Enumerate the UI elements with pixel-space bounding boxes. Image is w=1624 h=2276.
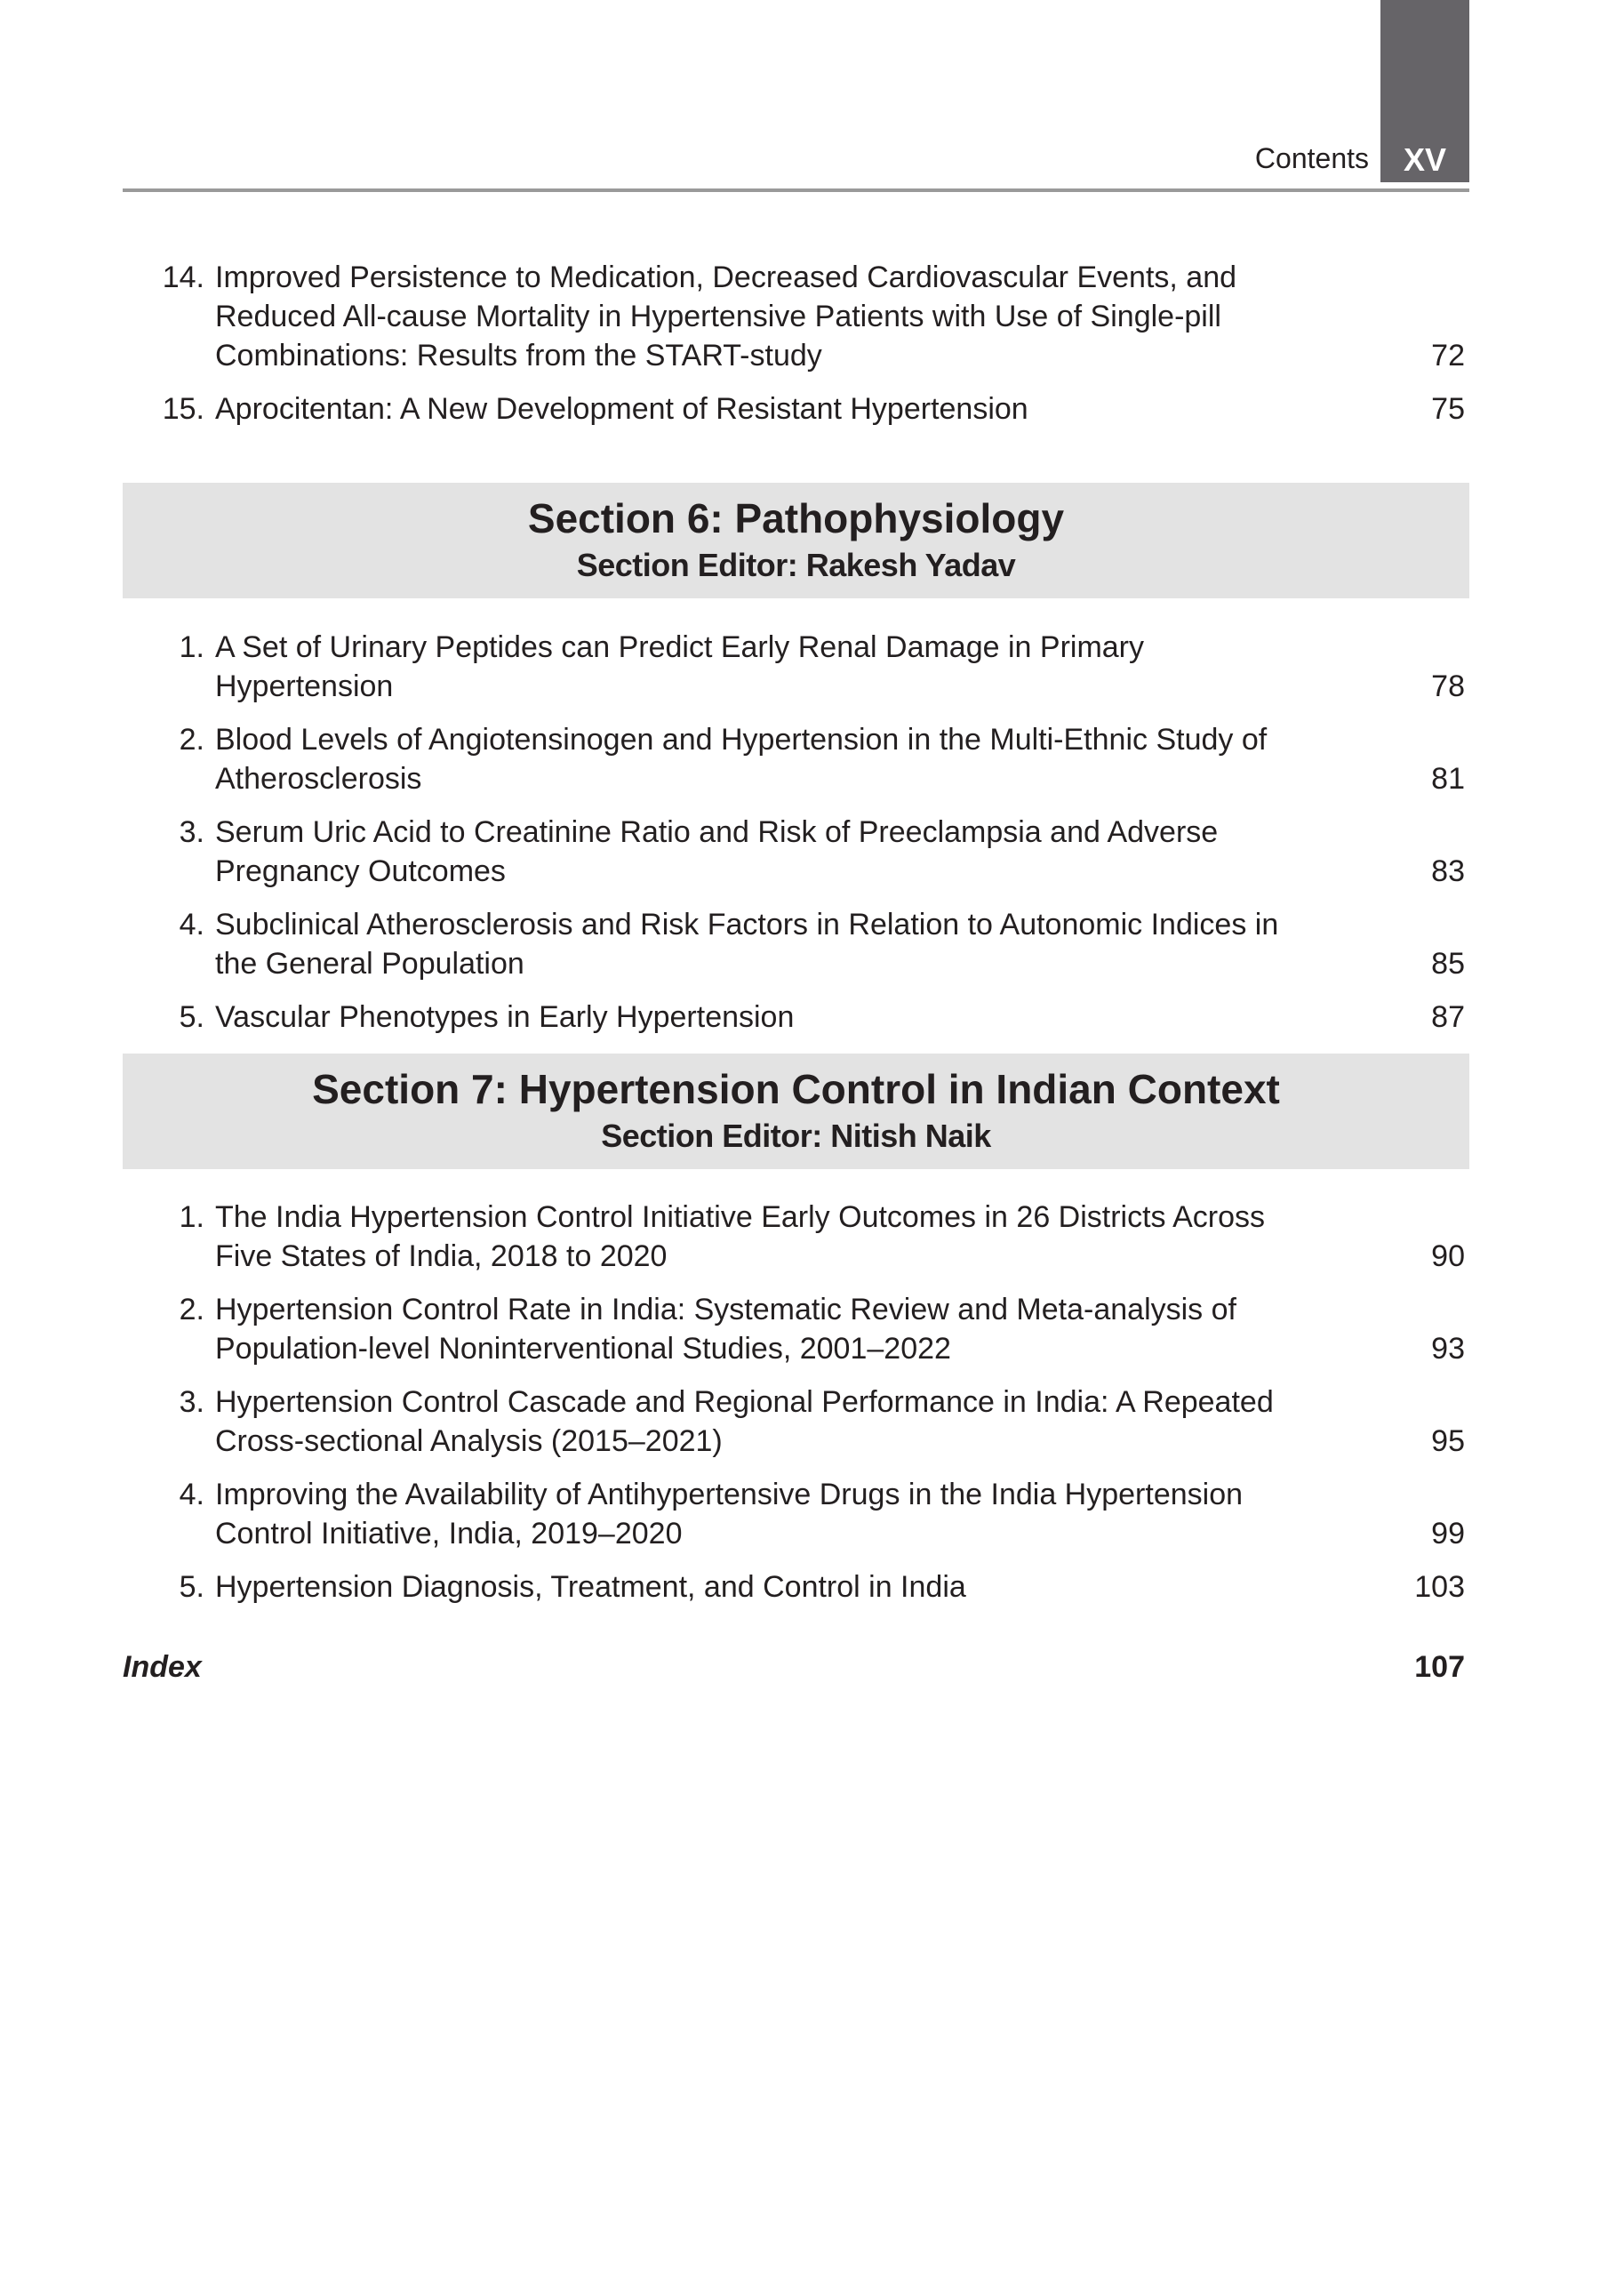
section-7-header	[123, 1054, 1469, 1169]
page-number: XV	[1403, 141, 1447, 178]
section-7-list	[123, 1198, 1469, 1621]
toc-entry[interactable]	[123, 1382, 1469, 1461]
entry-title: Hypertension Control Cascade and Regional Performance in India: A Repeated Cross-sectional Analysis (2015–2021)	[215, 1385, 1274, 1458]
entry-number: 2.	[179, 723, 204, 757]
toc-entry[interactable]	[123, 720, 1469, 798]
toc-entry[interactable]	[123, 905, 1469, 983]
entry-page: 72	[1431, 339, 1465, 373]
section-6-list	[123, 628, 1469, 1051]
entry-number: 5.	[179, 1000, 204, 1034]
index-label: Index	[123, 1650, 202, 1684]
entry-title: Improving the Availability of Antihypertensive Drugs in the India Hypertension Control Initiative, India, 2019–2020	[215, 1478, 1244, 1551]
toc-entry[interactable]	[123, 1567, 1469, 1607]
index-entry[interactable]	[123, 1647, 1469, 1687]
entry-number: 14.	[162, 260, 204, 294]
entry-title: Improved Persistence to Medication, Decreased Cardiovascular Events, and Reduced All-cause Mortality in Hypertensive Patients with Use of Single-pill Combinations: Results from the START-study	[215, 260, 1237, 373]
entry-page: 99	[1431, 1517, 1465, 1551]
entry-number: 3.	[179, 1385, 204, 1419]
header-rule	[123, 188, 1469, 192]
entry-number: 15.	[162, 392, 204, 426]
index-page: 107	[1414, 1650, 1465, 1684]
toc-entry[interactable]	[123, 258, 1469, 375]
entry-page: 87	[1431, 1000, 1465, 1034]
entry-number: 1.	[179, 630, 204, 664]
entry-number: 1.	[179, 1200, 204, 1234]
toc-entry[interactable]	[123, 998, 1469, 1037]
entry-page: 95	[1431, 1424, 1465, 1458]
entry-number: 4.	[179, 908, 204, 942]
section-title: Section 7: Hypertension Control in Indian Context	[312, 1066, 1280, 1112]
section-editor: Section Editor: Nitish Naik	[601, 1118, 991, 1154]
running-head: Contents	[1254, 142, 1369, 174]
entry-page: 75	[1431, 392, 1465, 426]
entry-page: 93	[1431, 1332, 1465, 1366]
entry-page: 83	[1431, 854, 1465, 888]
entry-page: 90	[1431, 1239, 1465, 1273]
entry-title: Blood Levels of Angiotensinogen and Hypertension in the Multi-Ethnic Study of Atherosclerosis	[215, 723, 1268, 796]
section-title: Section 6: Pathophysiology	[527, 495, 1065, 541]
entry-number: 5.	[179, 1570, 204, 1604]
toc-entry[interactable]	[123, 628, 1469, 706]
entry-number: 4.	[179, 1478, 204, 1511]
entry-title: Serum Uric Acid to Creatinine Ratio and Risk of Preeclampsia and Adverse Pregnancy Outcomes	[215, 815, 1219, 888]
entry-title: A Set of Urinary Peptides can Predict Early Renal Damage in Primary Hypertension	[215, 630, 1145, 703]
toc-entry[interactable]	[123, 1198, 1469, 1276]
entry-title: The India Hypertension Control Initiative Early Outcomes in 26 Districts Across Five States of India, 2018 to 2020	[215, 1200, 1266, 1273]
entry-page: 78	[1431, 669, 1465, 703]
entry-page: 81	[1431, 762, 1465, 796]
section-editor: Section Editor: Rakesh Yadav	[576, 547, 1016, 583]
entry-number: 2.	[179, 1293, 204, 1326]
section-6-header	[123, 483, 1469, 598]
entry-number: 3.	[179, 815, 204, 849]
toc-entry[interactable]	[123, 813, 1469, 891]
entry-title: Hypertension Diagnosis, Treatment, and Control in India	[215, 1570, 966, 1604]
toc-entry[interactable]	[123, 389, 1469, 429]
entry-title: Hypertension Control Rate in India: Systematic Review and Meta-analysis of Population-level Noninterventional Studies, 2001–2022	[215, 1293, 1236, 1366]
toc-entry[interactable]	[123, 1290, 1469, 1368]
entry-title: Vascular Phenotypes in Early Hypertension	[215, 1000, 795, 1034]
entry-page: 103	[1414, 1570, 1465, 1604]
entry-title: Subclinical Atherosclerosis and Risk Factors in Relation to Autonomic Indices in the General Population	[215, 908, 1279, 981]
entry-title: Aprocitentan: A New Development of Resistant Hypertension	[215, 392, 1028, 426]
toc-entry[interactable]	[123, 1475, 1469, 1553]
toc-list-top	[123, 258, 1469, 443]
entry-page: 85	[1431, 947, 1465, 981]
